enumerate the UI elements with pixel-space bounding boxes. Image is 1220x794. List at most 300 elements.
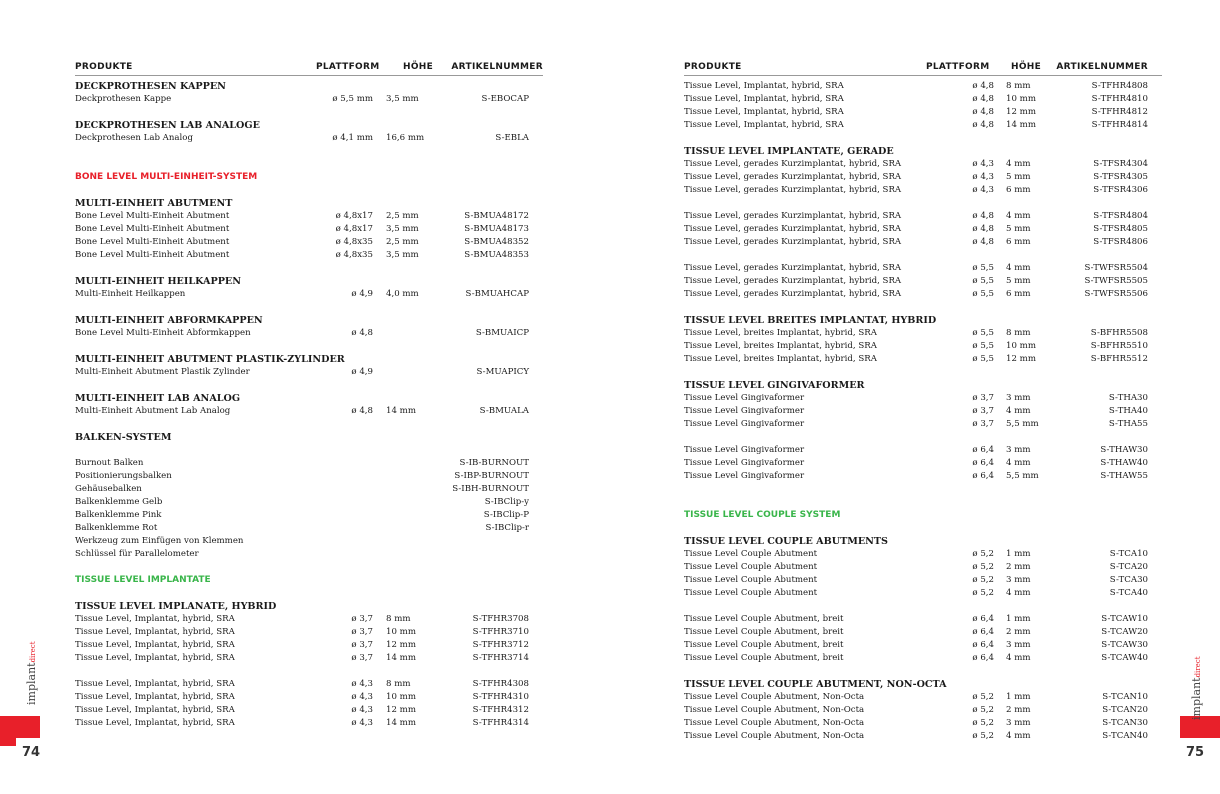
table-row: [684, 80, 1148, 93]
article-number: S-TCAN20: [1102, 705, 1148, 715]
platform-value: ø 4,8: [972, 81, 994, 91]
product-name: Bone Level Multi-Einheit Abutment: [75, 224, 230, 234]
product-name: Multi-Einheit Abutment Plastik Zylinder: [75, 367, 250, 377]
table-row: [684, 639, 1148, 652]
product-name: Tissue Level, gerades Kurzimplantat, hybrid, SRA: [684, 185, 902, 195]
height-value: 5,5 mm: [1006, 471, 1039, 481]
article-number: S-BMUA48353: [464, 250, 529, 260]
table-row: [75, 366, 529, 379]
product-name: Tissue Level Gingivaformer: [684, 406, 805, 416]
table-row: [75, 535, 529, 548]
table-row: [684, 275, 1148, 288]
table-row: [75, 249, 529, 262]
section-row: [75, 600, 529, 613]
platform-value: ø 4,8: [351, 406, 373, 416]
table-row: [684, 236, 1148, 249]
table-row: [684, 184, 1148, 197]
header-hoehe: HÖHE: [1011, 62, 1042, 72]
product-name: Deckprothesen Lab Analog: [75, 133, 193, 143]
product-name: Bone Level Multi-Einheit Abutment: [75, 211, 230, 221]
article-number: S-TCAW40: [1101, 653, 1148, 663]
article-number: S-TFHR3708: [472, 614, 529, 624]
platform-value: ø 3,7: [351, 614, 373, 624]
table-row: [684, 340, 1148, 353]
platform-value: ø 4,9: [351, 367, 373, 377]
product-name: Tissue Level Gingivaformer: [684, 471, 805, 481]
product-name: Tissue Level, gerades Kurzimplantat, hybrid, SRA: [684, 237, 902, 247]
category-heading: TISSUE LEVEL COUPLE SYSTEM: [684, 510, 841, 520]
platform-value: ø 3,7: [351, 627, 373, 637]
article-number: S-TCA40: [1109, 588, 1148, 598]
table-row: [75, 522, 529, 535]
section-heading: TISSUE LEVEL COUPLE ABUTMENTS: [684, 536, 888, 547]
product-name: Tissue Level, gerades Kurzimplantat, hybrid, SRA: [684, 159, 902, 169]
table-row: [684, 405, 1148, 418]
row-spacer: [75, 418, 529, 431]
article-number: S-TFSR4806: [1093, 237, 1148, 247]
platform-value: ø 6,4: [972, 653, 994, 663]
height-value: 1 mm: [1006, 549, 1031, 559]
product-name: Positionierungsbalken: [75, 471, 172, 481]
platform-value: ø 5,5: [972, 263, 994, 273]
height-value: 3,5 mm: [386, 224, 419, 234]
height-value: 4 mm: [1006, 458, 1031, 468]
height-value: 14 mm: [386, 718, 416, 728]
row-spacer: [75, 184, 529, 197]
height-value: 3 mm: [1006, 718, 1031, 728]
table-row: [75, 626, 529, 639]
article-number: S-THAW40: [1100, 458, 1148, 468]
article-number: S-IBClip-y: [484, 497, 529, 507]
product-name: Tissue Level, Implantat, hybrid, SRA: [75, 653, 235, 663]
product-name: Tissue Level Couple Abutment, Non-Octa: [684, 731, 865, 741]
section-row: [75, 119, 529, 132]
section-heading: TISSUE LEVEL GINGIVAFORMER: [684, 380, 865, 391]
height-value: 3,5 mm: [386, 94, 419, 104]
article-number: S-TFHR4814: [1091, 120, 1148, 130]
platform-value: ø 5,5: [972, 341, 994, 351]
brand-logo: implantdirect: [25, 641, 38, 705]
table-row: [684, 223, 1148, 236]
product-name: Burnout Balken: [75, 458, 144, 468]
section-heading: MULTI-EINHEIT ABUTMENT PLASTIK-ZYLINDER: [75, 354, 345, 365]
row-spacer: [75, 379, 529, 392]
height-value: 1 mm: [1006, 692, 1031, 702]
height-value: 4 mm: [1006, 731, 1031, 741]
platform-value: ø 4,1 mm: [332, 133, 373, 143]
article-number: S-BMUA48173: [464, 224, 529, 234]
header-hoehe: HÖHE: [403, 62, 434, 72]
row-spacer: [75, 561, 529, 574]
platform-value: ø 4,3: [351, 692, 373, 702]
product-name: Deckprothesen Kappe: [75, 94, 172, 104]
platform-value: ø 4,8: [972, 211, 994, 221]
article-number: S-TFSR4305: [1093, 172, 1148, 182]
article-number: S-IB-BURNOUT: [459, 458, 529, 468]
platform-value: ø 4,3: [972, 185, 994, 195]
product-name: Tissue Level, Implantat, hybrid, SRA: [75, 692, 235, 702]
section-row: [684, 145, 1148, 158]
product-name: Multi-Einheit Abutment Lab Analog: [75, 406, 231, 416]
section-heading: DECKPROTHESEN LAB ANALOGE: [75, 120, 260, 131]
height-value: 4 mm: [1006, 263, 1031, 273]
product-name: Tissue Level, Implantat, hybrid, SRA: [684, 81, 844, 91]
article-number: S-BMUALA: [479, 406, 529, 416]
platform-value: ø 4,8: [972, 224, 994, 234]
platform-value: ø 6,4: [972, 471, 994, 481]
article-number: S-TFSR4304: [1093, 159, 1148, 169]
table-row: [684, 262, 1148, 275]
row-spacer: [684, 366, 1148, 379]
platform-value: ø 4,8: [972, 237, 994, 247]
platform-value: ø 5,2: [972, 731, 994, 741]
article-number: S-THAW30: [1100, 445, 1148, 455]
platform-value: ø 4,8: [972, 94, 994, 104]
article-number: S-TCAN10: [1102, 692, 1148, 702]
height-value: 6 mm: [1006, 237, 1031, 247]
product-name: Tissue Level, gerades Kurzimplantat, hybrid, SRA: [684, 289, 902, 299]
row-spacer: [684, 197, 1148, 210]
header-produkte: PRODUKTE: [75, 62, 133, 72]
table-row: [684, 613, 1148, 626]
height-value: 12 mm: [1006, 354, 1036, 364]
table-header: [684, 62, 1162, 76]
table-row: [684, 587, 1148, 600]
article-number: S-MUAPICY: [476, 367, 529, 377]
row-spacer: [75, 587, 529, 600]
height-value: 8 mm: [1006, 328, 1031, 338]
header-produkte: PRODUKTE: [684, 62, 742, 72]
article-number: S-BMUAICP: [475, 328, 529, 338]
page-tab-marker: [16, 716, 40, 738]
row-spacer: [684, 522, 1148, 535]
row-spacer: [75, 665, 529, 678]
platform-value: ø 6,4: [972, 640, 994, 650]
height-value: 5,5 mm: [1006, 419, 1039, 429]
platform-value: ø 5,5: [972, 276, 994, 286]
article-number: S-TFHR4312: [472, 705, 529, 715]
article-number: S-TFHR4314: [472, 718, 529, 728]
product-name: Tissue Level Gingivaformer: [684, 445, 805, 455]
row-spacer: [684, 483, 1148, 496]
table-row: [75, 483, 529, 496]
height-value: 12 mm: [1006, 107, 1036, 117]
platform-value: ø 3,7: [972, 406, 994, 416]
section-row: [75, 392, 529, 405]
height-value: 3,5 mm: [386, 250, 419, 260]
section-row: [75, 353, 529, 366]
height-value: 2,5 mm: [386, 211, 419, 221]
product-name: Tissue Level Couple Abutment, breit: [684, 653, 844, 663]
platform-value: ø 4,8x35: [335, 237, 373, 247]
platform-value: ø 4,8x35: [335, 250, 373, 260]
height-value: 5 mm: [1006, 224, 1031, 234]
platform-value: ø 6,4: [972, 627, 994, 637]
height-value: 4 mm: [1006, 211, 1031, 221]
category-row: [75, 574, 529, 587]
article-number: S-IBP-BURNOUT: [454, 471, 529, 481]
product-name: Balkenklemme Rot: [75, 523, 158, 533]
article-number: S-BFHR5512: [1090, 354, 1148, 364]
header-artikelnummer: ARTIKELNUMMER: [1056, 62, 1148, 72]
table-row: [684, 470, 1148, 483]
article-number: S-THA40: [1108, 406, 1148, 416]
height-value: 12 mm: [386, 705, 416, 715]
height-value: 14 mm: [386, 406, 416, 416]
table-row: [684, 626, 1148, 639]
section-heading: MULTI-EINHEIT LAB ANALOG: [75, 393, 241, 404]
section-heading: MULTI-EINHEIT ABUTMENT: [75, 198, 233, 209]
header-plattform: PLATTFORM: [926, 62, 990, 72]
height-value: 10 mm: [386, 692, 416, 702]
category-row: [684, 509, 1148, 522]
category-heading: BONE LEVEL MULTI-EINHEIT-SYSTEM: [75, 172, 258, 182]
height-value: 12 mm: [386, 640, 416, 650]
platform-value: ø 6,4: [972, 458, 994, 468]
article-number: S-TCAW20: [1101, 627, 1148, 637]
table-row: [75, 223, 529, 236]
article-number: S-TFSR4804: [1093, 211, 1148, 221]
height-value: 2 mm: [1006, 562, 1031, 572]
table-row: [684, 418, 1148, 431]
section-row: [684, 314, 1148, 327]
product-name: Tissue Level, Implantat, hybrid, SRA: [75, 718, 235, 728]
product-name: Gehäusebalken: [75, 484, 142, 494]
platform-value: ø 4,8: [972, 120, 994, 130]
table-row: [75, 496, 529, 509]
product-name: Tissue Level Gingivaformer: [684, 419, 805, 429]
row-spacer: [684, 301, 1148, 314]
product-name: Tissue Level, gerades Kurzimplantat, hybrid, SRA: [684, 224, 902, 234]
platform-value: ø 4,9: [351, 289, 373, 299]
height-value: 6 mm: [1006, 289, 1031, 299]
article-number: S-TWFSR5505: [1084, 276, 1148, 286]
row-spacer: [684, 431, 1148, 444]
table-row: [684, 457, 1148, 470]
table-row: [684, 691, 1148, 704]
row-spacer: [684, 496, 1148, 509]
article-number: S-TFHR4808: [1091, 81, 1148, 91]
product-name: Tissue Level, Implantat, hybrid, SRA: [75, 705, 235, 715]
height-value: 4 mm: [1006, 653, 1031, 663]
platform-value: ø 4,3: [351, 718, 373, 728]
article-number: S-TFHR3710: [472, 627, 529, 637]
table-row: [684, 93, 1148, 106]
height-value: 2,5 mm: [386, 237, 419, 247]
product-name: Balkenklemme Pink: [75, 510, 162, 520]
product-name: Tissue Level, Implantat, hybrid, SRA: [75, 614, 235, 624]
table-row: [684, 561, 1148, 574]
section-row: [684, 535, 1148, 548]
height-value: 8 mm: [386, 679, 411, 689]
right-page: [610, 0, 1220, 794]
row-spacer: [75, 301, 529, 314]
page-tab-marker: [0, 716, 16, 746]
table-row: [684, 444, 1148, 457]
article-number: S-EBLA: [495, 133, 529, 143]
section-heading: MULTI-EINHEIT ABFORMKAPPEN: [75, 315, 263, 326]
product-name: Tissue Level, gerades Kurzimplantat, hybrid, SRA: [684, 263, 902, 273]
section-heading: DECKPROTHESEN KAPPEN: [75, 81, 226, 92]
section-row: [75, 431, 529, 444]
article-number: S-EBOCAP: [481, 94, 529, 104]
page-number: 74: [22, 745, 41, 760]
height-value: 3 mm: [1006, 640, 1031, 650]
platform-value: ø 4,3: [972, 159, 994, 169]
section-heading: BALKEN-SYSTEM: [75, 432, 172, 443]
product-name: Tissue Level Couple Abutment, breit: [684, 614, 844, 624]
product-name: Tissue Level, gerades Kurzimplantat, hybrid, SRA: [684, 276, 902, 286]
platform-value: ø 4,3: [351, 679, 373, 689]
product-name: Tissue Level Couple Abutment, Non-Octa: [684, 718, 865, 728]
platform-value: ø 5,5 mm: [332, 94, 373, 104]
table-row: [684, 652, 1148, 665]
product-name: Tissue Level Couple Abutment, Non-Octa: [684, 705, 865, 715]
section-heading: TISSUE LEVEL IMPLANATE, HYBRID: [75, 601, 277, 612]
height-value: 2 mm: [1006, 705, 1031, 715]
platform-value: ø 5,5: [972, 289, 994, 299]
platform-value: ø 5,2: [972, 549, 994, 559]
table-row: [75, 457, 529, 470]
table-row: [684, 717, 1148, 730]
header-plattform: PLATTFORM: [316, 62, 380, 72]
platform-value: ø 3,7: [972, 419, 994, 429]
row-spacer: [75, 262, 529, 275]
table-row: [75, 717, 529, 730]
category-heading: TISSUE LEVEL IMPLANTATE: [75, 575, 211, 585]
article-number: S-TFHR4308: [472, 679, 529, 689]
row-spacer: [75, 340, 529, 353]
article-number: S-TCA10: [1109, 549, 1148, 559]
platform-value: ø 5,2: [972, 705, 994, 715]
row-spacer: [684, 600, 1148, 613]
table-row: [75, 236, 529, 249]
product-name: Tissue Level, Implantat, hybrid, SRA: [684, 94, 844, 104]
height-value: 4 mm: [1006, 159, 1031, 169]
platform-value: ø 3,7: [972, 393, 994, 403]
height-value: 14 mm: [386, 653, 416, 663]
article-number: S-BFHR5510: [1090, 341, 1148, 351]
table-row: [75, 652, 529, 665]
product-name: Schlüssel für Parallelometer: [75, 549, 199, 559]
platform-value: ø 4,3: [972, 172, 994, 182]
article-number: S-TCAN40: [1102, 731, 1148, 741]
platform-value: ø 5,2: [972, 575, 994, 585]
platform-value: ø 5,5: [972, 354, 994, 364]
table-row: [75, 509, 529, 522]
platform-value: ø 4,8: [351, 328, 373, 338]
row-spacer: [75, 145, 529, 158]
table-row: [684, 171, 1148, 184]
article-number: S-TCAN30: [1102, 718, 1148, 728]
product-name: Multi-Einheit Heilkappen: [75, 289, 186, 299]
row-spacer: [684, 249, 1148, 262]
product-name: Tissue Level, Implantat, hybrid, SRA: [684, 107, 844, 117]
height-value: 1 mm: [1006, 614, 1031, 624]
table-row: [684, 353, 1148, 366]
height-value: 3 mm: [1006, 393, 1031, 403]
table-row: [75, 678, 529, 691]
product-name: Tissue Level, breites Implantat, hybrid, SRA: [684, 354, 877, 364]
platform-value: ø 6,4: [972, 614, 994, 624]
platform-value: ø 4,8x17: [335, 211, 373, 221]
table-row: [75, 704, 529, 717]
article-number: S-BMUA48172: [464, 211, 529, 221]
product-list: [75, 80, 529, 730]
section-row: [75, 314, 529, 327]
table-row: [684, 704, 1148, 717]
article-number: S-IBClip-P: [483, 510, 529, 520]
article-number: S-TCAW30: [1101, 640, 1148, 650]
article-number: S-TFHR4810: [1091, 94, 1148, 104]
product-name: Tissue Level, breites Implantat, hybrid, SRA: [684, 341, 877, 351]
category-row: [75, 171, 529, 184]
page-number: 75: [1186, 745, 1205, 760]
platform-value: ø 4,3: [351, 705, 373, 715]
table-row: [684, 574, 1148, 587]
platform-value: ø 5,2: [972, 562, 994, 572]
table-row: [75, 639, 529, 652]
table-row: [684, 730, 1148, 743]
table-row: [684, 288, 1148, 301]
table-row: [684, 158, 1148, 171]
product-name: Balkenklemme Gelb: [75, 497, 163, 507]
article-number: S-TFSR4306: [1093, 185, 1148, 195]
article-number: S-TFSR4805: [1093, 224, 1148, 234]
section-row: [75, 197, 529, 210]
article-number: S-THA55: [1108, 419, 1148, 429]
product-name: Tissue Level, Implantat, hybrid, SRA: [684, 120, 844, 130]
platform-value: ø 5,2: [972, 588, 994, 598]
table-row: [684, 119, 1148, 132]
product-name: Bone Level Multi-Einheit Abutment: [75, 237, 230, 247]
platform-value: ø 5,2: [972, 718, 994, 728]
section-row: [684, 678, 1148, 691]
article-number: S-THAW55: [1100, 471, 1148, 481]
platform-value: ø 3,7: [351, 653, 373, 663]
article-number: S-IBH-BURNOUT: [452, 484, 529, 494]
height-value: 4 mm: [1006, 588, 1031, 598]
article-number: S-TCAW10: [1101, 614, 1148, 624]
table-row: [75, 691, 529, 704]
article-number: S-BMUA48352: [464, 237, 529, 247]
table-row: [75, 613, 529, 626]
section-row: [684, 379, 1148, 392]
table-row: [75, 327, 529, 340]
height-value: 14 mm: [1006, 120, 1036, 130]
height-value: 4,0 mm: [386, 289, 419, 299]
height-value: 3 mm: [1006, 575, 1031, 585]
table-row: [684, 210, 1148, 223]
section-heading: TISSUE LEVEL BREITES IMPLANTAT, HYBRID: [684, 315, 937, 326]
height-value: 5 mm: [1006, 276, 1031, 286]
table-row: [684, 327, 1148, 340]
product-name: Tissue Level, Implantat, hybrid, SRA: [75, 627, 235, 637]
product-name: Tissue Level, Implantat, hybrid, SRA: [75, 679, 235, 689]
platform-value: ø 4,8: [972, 107, 994, 117]
height-value: 8 mm: [1006, 81, 1031, 91]
article-number: S-BFHR5508: [1090, 328, 1148, 338]
platform-value: ø 4,8x17: [335, 224, 373, 234]
brand-logo: implantdirect: [1190, 656, 1203, 720]
article-number: S-TCA30: [1109, 575, 1148, 585]
height-value: 2 mm: [1006, 627, 1031, 637]
table-row: [684, 392, 1148, 405]
product-name: Tissue Level Couple Abutment, Non-Octa: [684, 692, 865, 702]
table-row: [684, 548, 1148, 561]
height-value: 5 mm: [1006, 172, 1031, 182]
platform-value: ø 5,2: [972, 692, 994, 702]
